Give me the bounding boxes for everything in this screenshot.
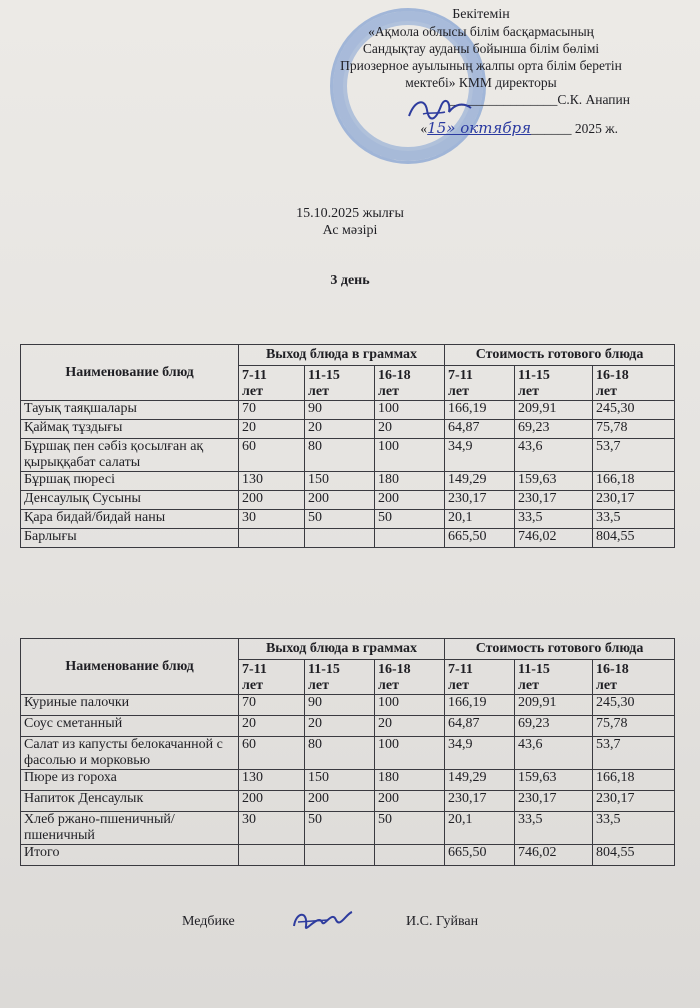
- approval-org-line-2: Сандықтау ауданы бойынша білім бөлімі: [362, 41, 600, 56]
- cost-cell: 69,23: [515, 420, 593, 439]
- weight-cell: 20: [239, 420, 305, 439]
- cost-cell: 209,91: [515, 401, 593, 420]
- cost-cell: 166,19: [445, 695, 515, 716]
- empty-cell: [239, 845, 305, 866]
- weight-cell: 130: [239, 770, 305, 791]
- weight-cell: 60: [239, 737, 305, 770]
- weight-cell: 200: [375, 491, 445, 510]
- weight-cell: 70: [239, 401, 305, 420]
- total-label: Итого: [21, 845, 239, 866]
- date-underline: ______: [531, 121, 575, 136]
- header-output-grams: Выход блюда в граммах: [239, 345, 445, 366]
- dish-name: Бұршақ пен сәбіз қосылған ақ қырыққабат салаты: [21, 439, 239, 472]
- total-label: Барлығы: [21, 529, 239, 548]
- dish-name: Қара бидай/бидай наны: [21, 510, 239, 529]
- weight-cell: 130: [239, 472, 305, 491]
- cost-cell: 149,29: [445, 770, 515, 791]
- total-cost-cell: 804,55: [593, 845, 675, 866]
- cost-cell: 43,6: [515, 439, 593, 472]
- table-total-row: [21, 529, 675, 548]
- weight-cell: 80: [305, 737, 375, 770]
- weight-cell: 100: [375, 439, 445, 472]
- table-row: [21, 472, 675, 491]
- weight-cell: 20: [305, 716, 375, 737]
- weight-cell: 200: [375, 791, 445, 812]
- weight-cell: 30: [239, 510, 305, 529]
- header-age: 16-18 лет: [593, 660, 675, 695]
- weight-cell: 200: [239, 491, 305, 510]
- weight-cell: 20: [305, 420, 375, 439]
- table-row: [21, 695, 675, 716]
- approval-title: Бекітемін: [452, 7, 510, 22]
- approval-block: [296, 6, 666, 137]
- cost-cell: 149,29: [445, 472, 515, 491]
- header-age: 7-11 лет: [445, 366, 515, 401]
- cost-cell: 33,5: [515, 812, 593, 845]
- table-total-row: [21, 845, 675, 866]
- cost-cell: 75,78: [593, 716, 675, 737]
- approval-org-line-1: «Ақмола облысы білім басқармасының: [368, 24, 594, 39]
- director-name: С.К. Анапин: [557, 92, 630, 107]
- table-row: [21, 420, 675, 439]
- header-age: 11-15 лет: [515, 366, 593, 401]
- menu-table-ru: [20, 638, 675, 866]
- empty-cell: [375, 529, 445, 548]
- header-age: 16-18 лет: [375, 366, 445, 401]
- header-dish-cost: Стоимость готового блюда: [445, 639, 675, 660]
- weight-cell: 100: [375, 695, 445, 716]
- weight-cell: 50: [305, 510, 375, 529]
- cost-cell: 159,63: [515, 472, 593, 491]
- weight-cell: 20: [239, 716, 305, 737]
- cost-cell: 43,6: [515, 737, 593, 770]
- cost-cell: 33,5: [593, 510, 675, 529]
- cost-cell: 53,7: [593, 439, 675, 472]
- nurse-role: Медбике: [182, 914, 235, 929]
- date-open-quote: «: [420, 121, 428, 136]
- header-age: 16-18 лет: [375, 660, 445, 695]
- header-age: 7-11 лет: [239, 660, 305, 695]
- cost-cell: 34,9: [445, 737, 515, 770]
- weight-cell: 90: [305, 695, 375, 716]
- table-row: [21, 716, 675, 737]
- menu-day: 3 день: [330, 273, 370, 288]
- cost-cell: 20,1: [445, 510, 515, 529]
- weight-cell: 150: [305, 472, 375, 491]
- dish-name: Напиток Денсаулык: [21, 791, 239, 812]
- handwritten-date: 15» октября: [427, 119, 532, 137]
- weight-cell: 100: [375, 401, 445, 420]
- menu-table-kz: [20, 344, 675, 548]
- dish-name: Қаймақ тұздығы: [21, 420, 239, 439]
- empty-cell: [305, 529, 375, 548]
- weight-cell: 60: [239, 439, 305, 472]
- sign-underline: ________________: [449, 92, 558, 107]
- weight-cell: 150: [305, 770, 375, 791]
- total-cost-cell: 804,55: [593, 529, 675, 548]
- cost-cell: 230,17: [445, 491, 515, 510]
- cost-cell: 230,17: [593, 491, 675, 510]
- nurse-name: И.С. Гуйван: [406, 914, 479, 929]
- cost-cell: 245,30: [593, 695, 675, 716]
- nurse-signature-block: [0, 912, 700, 942]
- dish-name: Денсаулық Сусыны: [21, 491, 239, 510]
- header-age: 11-15 лет: [515, 660, 593, 695]
- cost-cell: 69,23: [515, 716, 593, 737]
- total-cost-cell: 746,02: [515, 529, 593, 548]
- total-cost-cell: 665,50: [445, 845, 515, 866]
- cost-cell: 20,1: [445, 812, 515, 845]
- weight-cell: 30: [239, 812, 305, 845]
- weight-cell: 200: [239, 791, 305, 812]
- header-dish-name: Наименование блюд: [21, 345, 239, 401]
- empty-cell: [239, 529, 305, 548]
- weight-cell: 100: [375, 737, 445, 770]
- table-row: [21, 491, 675, 510]
- header-output-grams: Выход блюда в граммах: [239, 639, 445, 660]
- dish-name: Пюре из гороха: [21, 770, 239, 791]
- cost-cell: 230,17: [593, 791, 675, 812]
- total-cost-cell: 746,02: [515, 845, 593, 866]
- table-row: [21, 510, 675, 529]
- cost-cell: 53,7: [593, 737, 675, 770]
- cost-cell: 64,87: [445, 420, 515, 439]
- cost-cell: 230,17: [515, 491, 593, 510]
- approval-org-line-3: Приозерное ауылының жалпы орта білім беретін: [340, 58, 622, 73]
- dish-name: Бұршақ пюресі: [21, 472, 239, 491]
- header-dish-cost: Стоимость готового блюда: [445, 345, 675, 366]
- cost-cell: 166,19: [445, 401, 515, 420]
- approval-year: 2025 ж.: [574, 121, 618, 136]
- cost-cell: 230,17: [445, 791, 515, 812]
- weight-cell: 20: [375, 716, 445, 737]
- header-age: 7-11 лет: [445, 660, 515, 695]
- cost-cell: 159,63: [515, 770, 593, 791]
- table-row: [21, 770, 675, 791]
- weight-cell: 90: [305, 401, 375, 420]
- header-age: 11-15 лет: [305, 660, 375, 695]
- approval-date-line: [296, 120, 666, 137]
- table-row: [21, 439, 675, 472]
- empty-cell: [305, 845, 375, 866]
- dish-name: Хлеб ржано-пшеничный/пшеничный: [21, 812, 239, 845]
- menu-title: Ас мәзірі: [322, 223, 378, 238]
- header-age: 16-18 лет: [593, 366, 675, 401]
- director-sign-line: [296, 91, 666, 108]
- weight-cell: 200: [305, 791, 375, 812]
- table-row: [21, 812, 675, 845]
- empty-cell: [375, 845, 445, 866]
- weight-cell: 50: [305, 812, 375, 845]
- weight-cell: 50: [375, 812, 445, 845]
- table-row: [21, 401, 675, 420]
- weight-cell: 70: [239, 695, 305, 716]
- menu-date: 15.10.2025 жылғы: [296, 206, 404, 221]
- cost-cell: 230,17: [515, 791, 593, 812]
- nurse-signature-icon: [288, 904, 358, 938]
- dish-name: Соус сметанный: [21, 716, 239, 737]
- total-cost-cell: 665,50: [445, 529, 515, 548]
- header-dish-name: Наименование блюд: [21, 639, 239, 695]
- cost-cell: 33,5: [593, 812, 675, 845]
- dish-name: Тауық таяқшалары: [21, 401, 239, 420]
- cost-cell: 33,5: [515, 510, 593, 529]
- table-row: [21, 791, 675, 812]
- cost-cell: 245,30: [593, 401, 675, 420]
- weight-cell: 200: [305, 491, 375, 510]
- weight-cell: 180: [375, 472, 445, 491]
- dish-name: Салат из капусты белокачанной с фасолью и морковью: [21, 737, 239, 770]
- weight-cell: 20: [375, 420, 445, 439]
- cost-cell: 166,18: [593, 472, 675, 491]
- dish-name: Куриные палочки: [21, 695, 239, 716]
- weight-cell: 180: [375, 770, 445, 791]
- cost-cell: 166,18: [593, 770, 675, 791]
- weight-cell: 50: [375, 510, 445, 529]
- cost-cell: 34,9: [445, 439, 515, 472]
- weight-cell: 80: [305, 439, 375, 472]
- header-age: 11-15 лет: [305, 366, 375, 401]
- approval-org-line-4: мектебі» КММ директоры: [405, 75, 557, 90]
- cost-cell: 209,91: [515, 695, 593, 716]
- header-age: 7-11 лет: [239, 366, 305, 401]
- cost-cell: 64,87: [445, 716, 515, 737]
- cost-cell: 75,78: [593, 420, 675, 439]
- table-row: [21, 737, 675, 770]
